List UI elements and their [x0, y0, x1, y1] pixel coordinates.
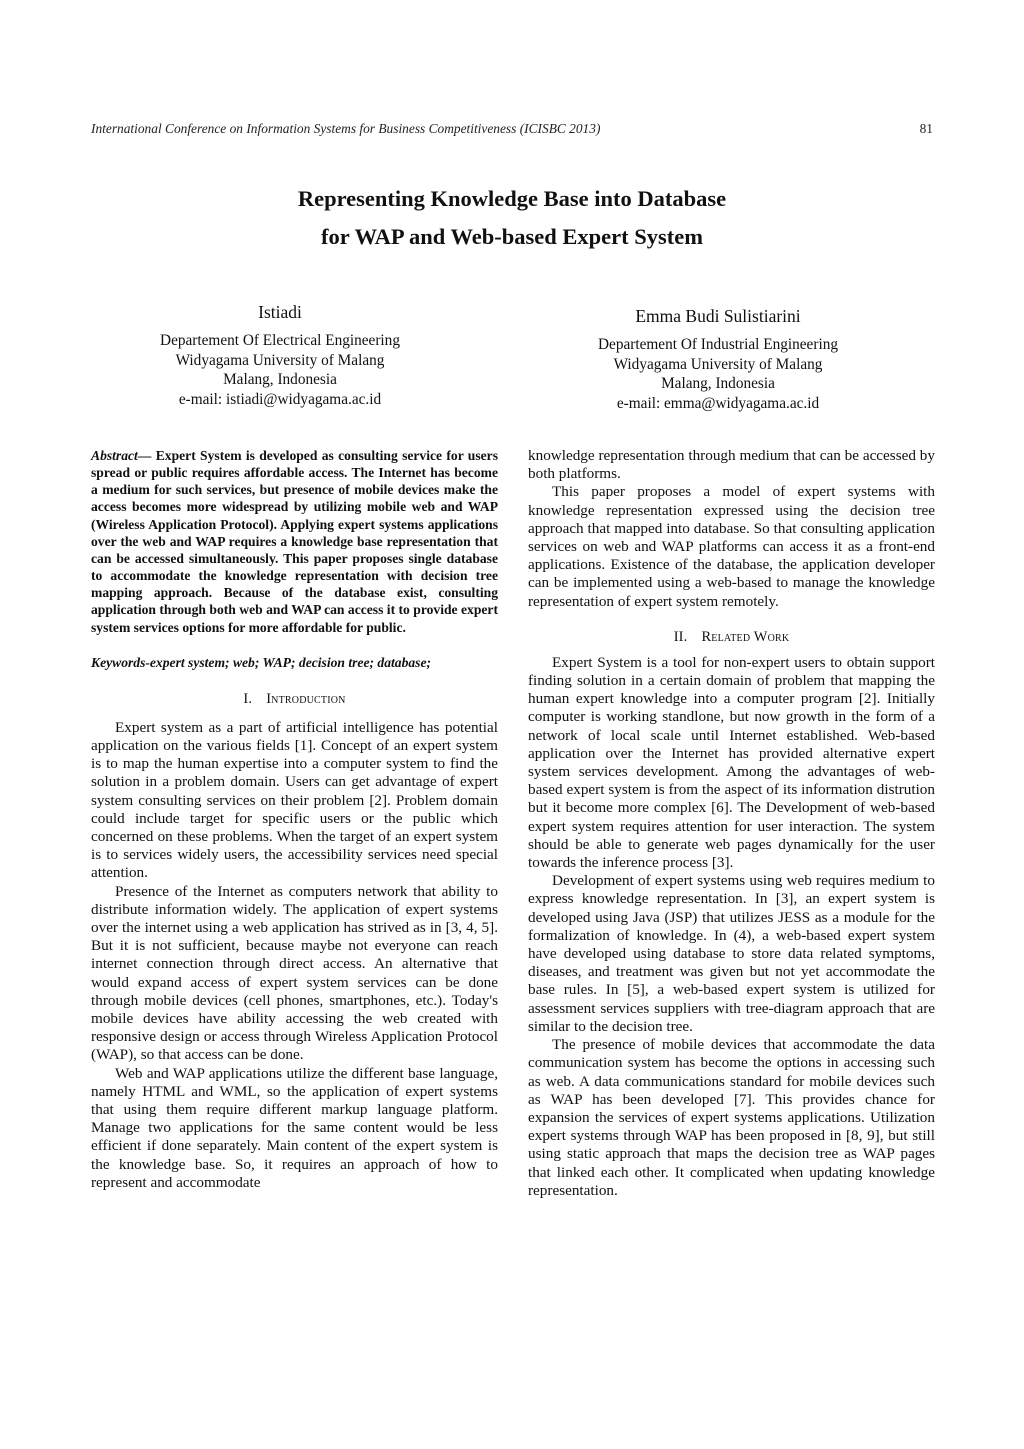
author-department: Departement Of Industrial Engineering	[598, 336, 838, 353]
section-heading-introduction	[91, 691, 498, 708]
abstract-text: Expert System is developed as consulting service for users spread or public requires affordable access. The Internet has become a medium for such services, but presence of mobile devices make the access becomes more widespread by utilizing mobile web and WAP (Wireless Application Protocol). Applying expert systems applications over the web and WAP requires a knowledge base representation that can be accessed simultaneously. This paper proposes single database to accommodate the knowledge representation with decision tree mapping approach. Because of the database exist, consulting application through both web and WAP can access it to provide expert system services options for more affordable for public.	[91, 448, 498, 635]
conference-name: International Conference on Information Systems for Business Competitiveness (ICISBC 2013)	[91, 121, 601, 136]
keywords: Keywords-expert system; web; WAP; decision tree; database;	[91, 654, 432, 670]
left-column	[91, 447, 498, 1192]
paper-title	[0, 180, 1024, 256]
abstract	[91, 447, 498, 636]
author-email: e-mail: emma@widyagama.ac.id	[616, 394, 820, 412]
section-heading-related-work	[528, 629, 935, 646]
section-title: Introduction	[266, 690, 346, 707]
section-numeral: II.	[673, 628, 688, 645]
author-name: Istiadi	[258, 302, 302, 322]
section-title: Related Work	[701, 628, 790, 645]
page-number: 81	[919, 121, 933, 136]
paragraph: Expert System is a tool for non-expert users to obtain support finding solution in a certain domain of problem that mapping the human expert knowledge into a computer program [2]. Initially computer is working standlone, but now growth in the form of a network of local scale until Internet established. Web-based application over the Internet has provided alternative expert system services development. Among the advantages of web-based expert system is from the aspect of its information distrution but it become more complex [6]. The Development of web-based expert system requires attention for user interaction. The system should be able to generate web pages dynamically for the user towards the inference process [3].	[528, 653, 935, 872]
title-line-1: Representing Knowledge Base into Database	[297, 186, 727, 211]
paragraph: knowledge representation through medium that can be accessed by both platforms.	[528, 447, 935, 483]
paragraph: Web and WAP applications utilize the different base language, namely HTML and WML, so the application of expert systems that using them require different markup language platform. Manage two applications for the same content would be less efficient if done separately. Main content of the expert system is the knowledge base. So, it requires an approach of how to represent and accommodate	[91, 1064, 498, 1191]
author-location: Malang, Indonesia	[661, 375, 775, 393]
author-block-2	[538, 305, 898, 413]
author-name: Emma Budi Sulistiarini	[635, 306, 801, 326]
paragraph: Expert system as a part of artificial intelligence has potential application on the various fields [1]. Concept of an expert system is to map the human expertise into a computer system to find the solution in a problem domain. Users can get advantage of expert system consulting services on their problem [2]. Problem domain could include target for specific users or the public which concerned on these problems. When the target of an expert system is to services widely users, the accessibility services need special attention.	[91, 718, 498, 882]
paragraph: Presence of the Internet as computers network that ability to distribute information widely. The application of expert systems over the internet using a web application has strived as in [3, 4, 5]. But it is not sufficient, because maybe not everyone can reach internet connection through direct access. An alternative that would expand access of expert system services can be done through mobile devices (cell phones, smartphones, etc.). Today's mobile devices have ability accessing the web created with responsive design or access through Wireless Application Protocol (WAP), so that access can be done.	[91, 882, 498, 1064]
section-numeral: I.	[243, 690, 253, 707]
author-email: e-mail: istiadi@widyagama.ac.id	[178, 390, 382, 408]
author-department: Departement Of Electrical Engineering	[160, 332, 400, 349]
author-block-1	[100, 301, 460, 409]
paragraph: This paper proposes a model of expert systems with knowledge representation expressed using the decision tree approach that mapped into database. So that consulting application services on web and WAP platforms can access it as a front-end applications. Existence of the database, the application developer can be implemented using a web-based to manage the knowledge representation of expert system remotely.	[528, 483, 935, 610]
right-column	[528, 447, 935, 1200]
author-location: Malang, Indonesia	[223, 371, 337, 389]
author-university: Widyagama University of Malang	[175, 351, 385, 369]
author-university: Widyagama University of Malang	[613, 355, 823, 373]
paragraph: The presence of mobile devices that accommodate the data communication system has become the options in accessing such as web. A data communications standard for mobile devices such as WAP has been developed [7]. This provides chance for expansion the services of expert systems applications. Utilization expert systems through WAP has been proposed in [8, 9], but still using static approach that maps the decision tree as WAP pages that linked each other. It complicated when updating knowledge representation.	[528, 1036, 935, 1199]
abstract-label: Abstract—	[91, 448, 152, 463]
running-header	[91, 121, 933, 137]
title-line-2: for WAP and Web-based Expert System	[321, 224, 703, 249]
paragraph: Development of expert systems using web requires medium to express knowledge representation. In [3], an expert system is developed using Java (JSP) that utilizes JESS as a module for the formalization of knowledge. In (4), a web-based expert system have developed using database to store data related symptoms, diseases, and treatment was given but not yet accommodate the base rules. In [5], a web-based expert system is utilized for assessment services suppliers with tree-diagram approach that are similar to the decision tree.	[528, 872, 935, 1035]
